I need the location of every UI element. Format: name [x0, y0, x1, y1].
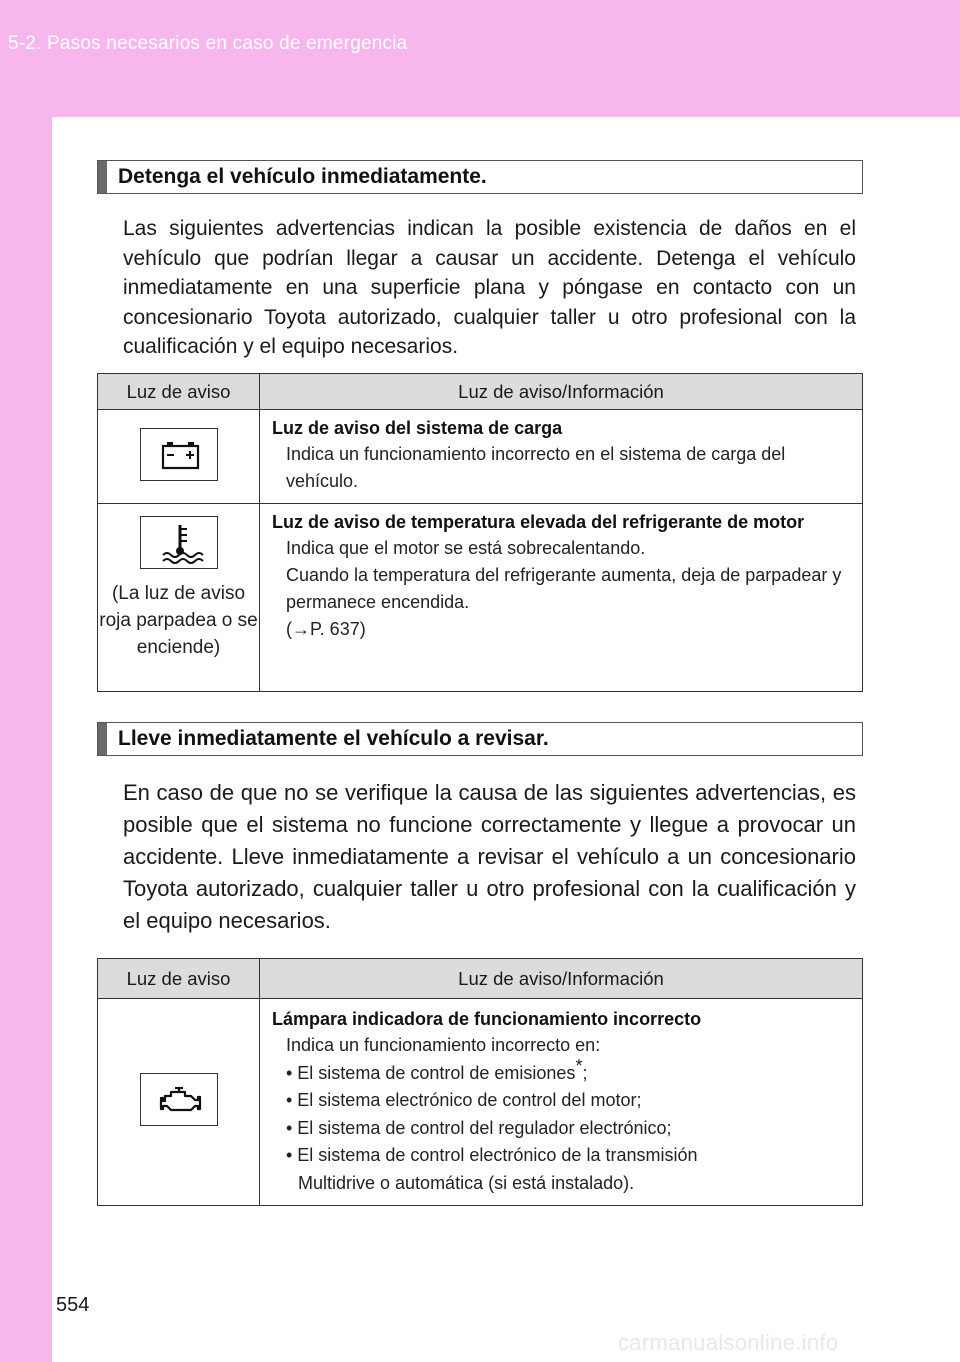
info-cell [260, 410, 863, 504]
check-engine-icon [140, 1073, 218, 1126]
column-header-light: Luz de aviso [98, 374, 260, 410]
table-row [98, 410, 863, 504]
watermark: carmanualsonline.info [618, 1330, 839, 1355]
warning-description: Cuando la temperatura del refrigerante aumenta, deja de parpadear y permanece encendida. [286, 565, 842, 612]
list-item: • El sistema de control del regulador electrónico; [286, 1117, 672, 1138]
icon-note: (La luz de aviso roja parpadea o se enciende) [99, 583, 258, 658]
heading-accent-bar [98, 723, 107, 755]
table-row [98, 999, 863, 1206]
info-cell [260, 504, 863, 692]
section-title: Lleve inmediatamente el vehículo a revisar. [118, 727, 549, 750]
heading-accent-bar [98, 161, 107, 193]
warning-title: Luz de aviso del sistema de carga [272, 418, 563, 438]
section-heading-stop-vehicle [97, 160, 863, 194]
page-reference: (→P. 637) [286, 619, 366, 639]
table-header-row [98, 959, 863, 999]
warning-description: Indica que el motor se está sobrecalentando. [286, 538, 646, 558]
footnote-mark: * [575, 1055, 583, 1076]
warning-table-2 [97, 958, 863, 1206]
warning-intro: Indica un funcionamiento incorrecto en: [286, 1035, 601, 1055]
page-number: 554 [56, 1294, 90, 1316]
list-item: • El sistema electrónico de control del motor; [286, 1090, 642, 1110]
column-header-light: Luz de aviso [98, 959, 260, 999]
section-paragraph: En caso de que no se verifique la causa de las siguientes advertencias, es posible que el sistema no funcione correctamente y llegue a provocar un accidente. Lleve inmediatamente a revisar el vehículo a un concesionario Toyota autorizado, cualquier taller u otro profesional con la cualificación y el equipo necesarios. [123, 780, 856, 933]
column-header-info: Luz de aviso/Información [260, 374, 863, 410]
battery-icon [140, 428, 218, 481]
warning-title: Luz de aviso de temperatura elevada del refrigerante de motor [272, 512, 805, 532]
table-row [98, 504, 863, 692]
header-band [0, 0, 960, 117]
table-header-row [98, 374, 863, 410]
column-header-info: Luz de aviso/Información [260, 959, 863, 999]
section-header: 5-2. Pasos necesarios en caso de emergencia [8, 33, 408, 54]
icon-cell [98, 410, 260, 504]
section-paragraph: Las siguientes advertencias indican la posible existencia de daños en el vehículo que podrían llegar a causar un accidente. Detenga el vehículo inmediatamente en una superficie plana y póngase en contacto con un concesionario Toyota autorizado, cualquier taller u otro profesional con la cualificación y el equipo necesarios. [123, 217, 856, 358]
list-item: • El sistema de control electrónico de la transmisión [286, 1145, 698, 1165]
list-item: • El sistema de control de emisiones*; [286, 1055, 588, 1083]
warning-description: Indica un funcionamiento incorrecto en el sistema de carga del vehículo. [286, 444, 786, 491]
warning-title: Lámpara indicadora de funcionamiento incorrecto [272, 1009, 702, 1029]
section-title: Detenga el vehículo inmediatamente. [118, 165, 487, 188]
side-margin-band [0, 117, 52, 1362]
warning-table-1 [97, 373, 863, 692]
section-heading-check-vehicle [97, 722, 863, 756]
icon-cell [98, 999, 260, 1206]
list-item-continuation: Multidrive o automática (si está instalado). [298, 1172, 635, 1193]
info-cell [260, 999, 863, 1206]
icon-cell [98, 504, 260, 692]
coolant-temperature-icon [140, 516, 218, 569]
